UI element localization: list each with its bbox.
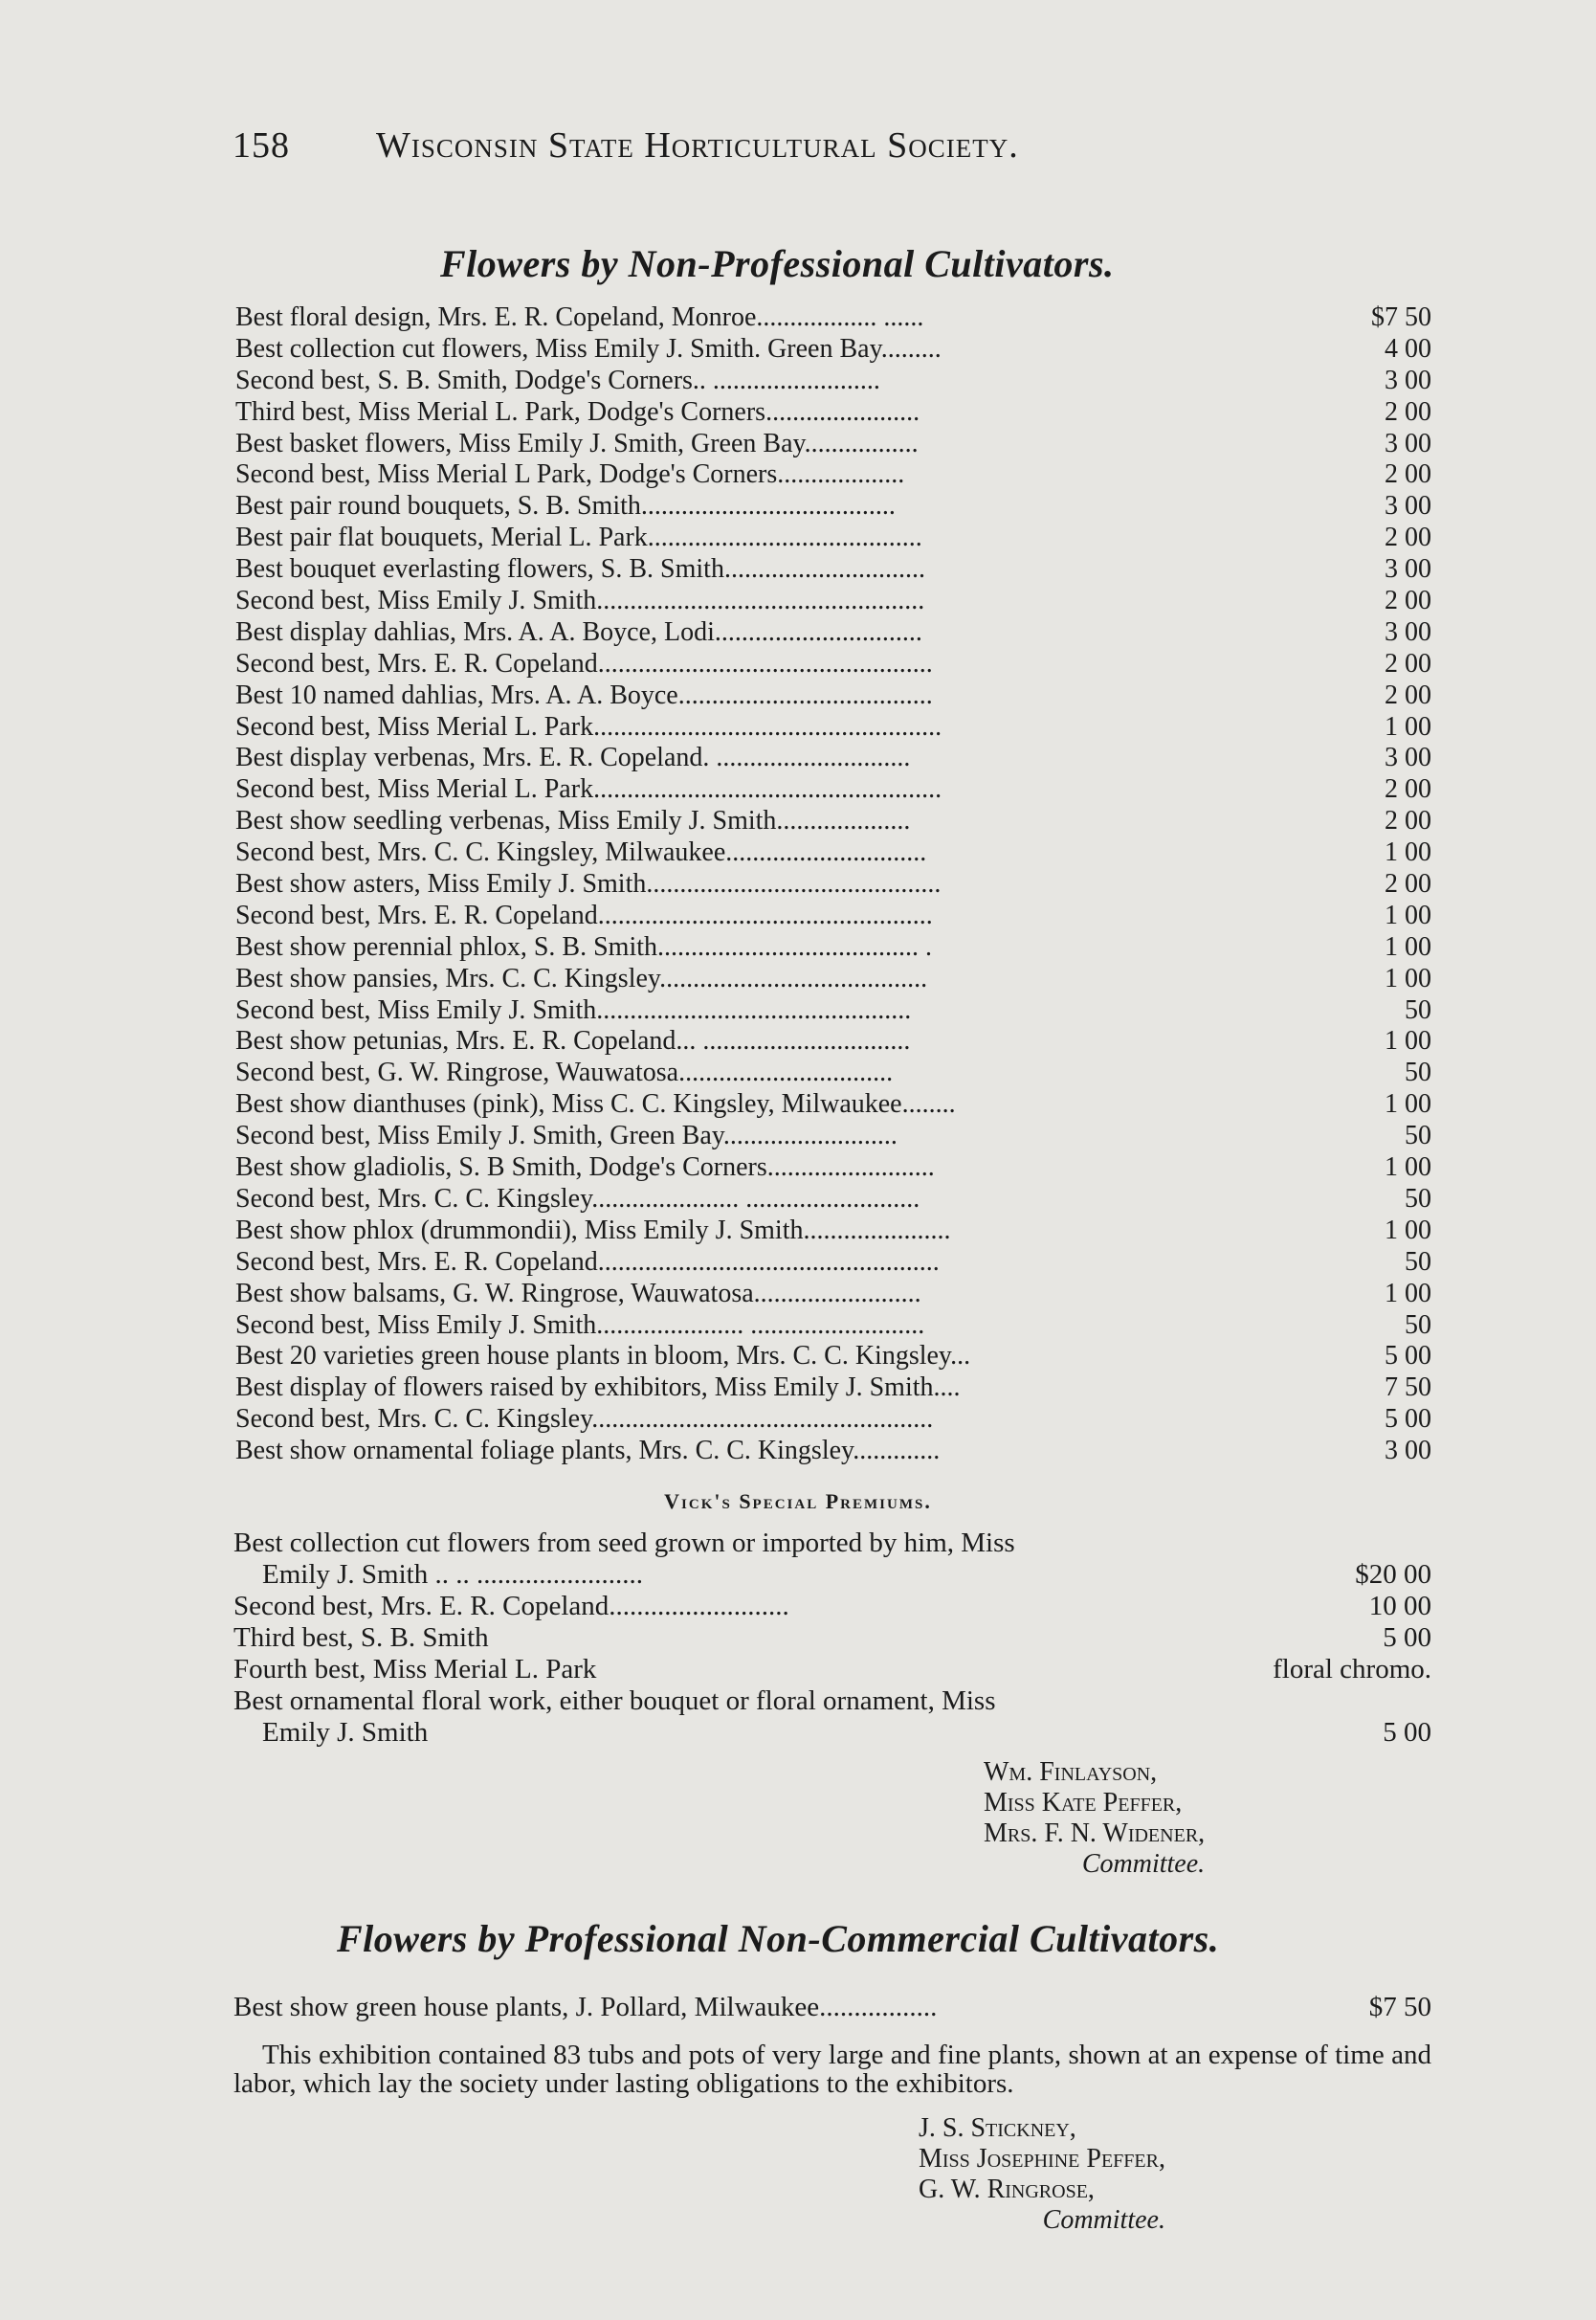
entry-amount: 4 00 bbox=[1385, 333, 1431, 364]
premium-entry bbox=[235, 1404, 1431, 1436]
entry-text: Best pair flat bouquets, Merial L. Park......................................... bbox=[235, 523, 922, 553]
vick-entry bbox=[233, 1654, 1431, 1685]
premium-entry bbox=[235, 680, 1431, 712]
entry-amount: $20 00 bbox=[1355, 1559, 1431, 1590]
section-title-non-professional: Flowers by Non-Professional Cultivators. bbox=[440, 242, 1115, 285]
premium-entry bbox=[235, 459, 1431, 491]
entry-text: Best show petunias, Mrs. E. R. Copeland... ............................... bbox=[235, 1026, 911, 1057]
entry-amount: 1 00 bbox=[1385, 1089, 1431, 1120]
vick-premium-list bbox=[233, 1528, 1431, 1749]
premium-entry bbox=[235, 1089, 1431, 1121]
note-paragraph: This exhibition contained 83 tubs and pots of very large and fine plants, shown at an expense of time and labor, which lay the society under lasting obligations to the exhibitors. bbox=[233, 2040, 1431, 2099]
committee-signature bbox=[919, 2113, 1165, 2236]
vick-entry bbox=[233, 1528, 1431, 1591]
committee-label: Committee. bbox=[1042, 2205, 1165, 2235]
entry-text-continued: Emily J. Smith bbox=[262, 1717, 429, 1748]
entry-amount: 3 00 bbox=[1385, 743, 1431, 773]
premium-entry bbox=[235, 1341, 1431, 1372]
entry-text: Second best, Miss Emily J. Smith...................... .......................... bbox=[235, 1309, 925, 1340]
premium-entry bbox=[235, 806, 1431, 837]
entry-amount: 1 00 bbox=[1385, 931, 1431, 962]
entry-text: Best display verbenas, Mrs. E. R. Copeland. ............................. bbox=[235, 743, 911, 773]
entry-amount: 3 00 bbox=[1385, 428, 1431, 458]
premium-entry bbox=[235, 1279, 1431, 1310]
entry-text: Best show balsams, G. W. Ringrose, Wauwatosa......................... bbox=[235, 1278, 921, 1308]
entry-text: Third best, Miss Merial L. Park, Dodge's Corners....................... bbox=[235, 396, 920, 427]
entry-amount: 2 00 bbox=[1385, 774, 1431, 805]
entry-text: Best bouquet everlasting flowers, S. B. Smith.............................. bbox=[235, 554, 925, 585]
premium-list bbox=[235, 302, 1431, 1467]
entry-amount: 10 00 bbox=[1368, 1591, 1431, 1621]
committee-member: J. S. Stickney, bbox=[919, 2113, 1076, 2143]
entry-text: Second best, S. B. Smith, Dodge's Corners.. ......................... bbox=[235, 365, 880, 395]
premium-entry bbox=[235, 995, 1431, 1027]
entry-amount: 3 00 bbox=[1385, 554, 1431, 585]
premium-entry bbox=[235, 397, 1431, 429]
entry-amount: 7 50 bbox=[1385, 1372, 1431, 1403]
entry-text: Best 10 named dahlias, Mrs. A. A. Boyce...................................... bbox=[235, 680, 933, 710]
entry-text: Best show ornamental foliage plants, Mrs. C. C. Kingsley............. bbox=[235, 1436, 941, 1466]
entry-text: Second best, G. W. Ringrose, Wauwatosa................................ bbox=[235, 1058, 894, 1088]
entry-text: Best show seedling verbenas, Miss Emily J. Smith.................... bbox=[235, 806, 911, 837]
committee-member: Wm. Finlayson, bbox=[984, 1757, 1158, 1787]
premium-entry bbox=[235, 649, 1431, 680]
entry-amount: 1 00 bbox=[1385, 1026, 1431, 1057]
entry-amount: 3 00 bbox=[1385, 616, 1431, 647]
entry-text: Best display dahlias, Mrs. A. A. Boyce, Lodi............................... bbox=[235, 616, 922, 647]
premium-entry bbox=[233, 1991, 1431, 2023]
entry-text: Best basket flowers, Miss Emily J. Smith, Green Bay................. bbox=[235, 428, 919, 458]
premium-entry bbox=[235, 1216, 1431, 1247]
entry-text-continued: Emily J. Smith .. .. ........................ bbox=[262, 1559, 643, 1590]
entry-amount: 1 00 bbox=[1385, 1215, 1431, 1245]
premium-entry bbox=[235, 837, 1431, 869]
entry-text: Best floral design, Mrs. E. R. Copeland, Monroe.................. ...... bbox=[235, 302, 924, 332]
entry-amount: $7 50 bbox=[1371, 302, 1431, 332]
premium-entry bbox=[235, 617, 1431, 649]
premium-entry bbox=[235, 1310, 1431, 1342]
premium-entry bbox=[235, 869, 1431, 901]
entry-amount: 3 00 bbox=[1385, 1436, 1431, 1466]
entry-text: Second best, Mrs. C. C. Kingsley................................................... bbox=[235, 1404, 934, 1435]
entry-text: Best show phlox (drummondii), Miss Emily J. Smith...................... bbox=[235, 1215, 951, 1245]
entry-amount: 5 00 bbox=[1383, 1622, 1431, 1653]
entry-text: Best ornamental floral work, either bouquet or floral ornament, Miss bbox=[233, 1685, 996, 1716]
entry-amount: 5 00 bbox=[1385, 1341, 1431, 1372]
entry-text: Best show dianthuses (pink), Miss C. C. Kingsley, Milwaukee........ bbox=[235, 1089, 956, 1120]
entry-text: Second best, Miss Merial L. Park.................................................... bbox=[235, 711, 942, 742]
entry-amount: 2 00 bbox=[1385, 680, 1431, 710]
entry-amount: 1 00 bbox=[1385, 1278, 1431, 1308]
exhibition-note bbox=[233, 2041, 1431, 2098]
entry-text: Second best, Mrs. E. R. Copeland.................................................. bbox=[235, 648, 933, 679]
entry-text: Best show perennial phlox, S. B. Smith....................................... . bbox=[235, 931, 932, 962]
entry-text: Third best, S. B. Smith bbox=[233, 1622, 489, 1653]
premium-entry bbox=[235, 1372, 1431, 1404]
entry-text: Best collection cut flowers, Miss Emily J. Smith. Green Bay......... bbox=[235, 333, 942, 364]
running-title: Wisconsin State Horticultural Society. bbox=[376, 125, 1019, 166]
entry-amount: 1 00 bbox=[1385, 963, 1431, 993]
entry-amount: 2 00 bbox=[1385, 586, 1431, 616]
premium-entry bbox=[235, 523, 1431, 554]
entry-text: Second best, Mrs. C. C. Kingsley, Milwaukee.............................. bbox=[235, 837, 927, 868]
entry-text: Second best, Miss Merial L. Park.................................................... bbox=[235, 774, 942, 805]
premium-entry bbox=[235, 1184, 1431, 1216]
premium-entry bbox=[235, 743, 1431, 774]
entry-text: Best display of flowers raised by exhibitors, Miss Emily J. Smith.... bbox=[235, 1372, 961, 1403]
committee-signature bbox=[984, 1757, 1205, 1880]
entry-amount: 50 bbox=[1405, 1058, 1431, 1088]
committee-member: Mrs. F. N. Widener, bbox=[984, 1818, 1206, 1848]
committee-member: Miss Kate Peffer, bbox=[984, 1788, 1183, 1818]
entry-amount: 2 00 bbox=[1385, 648, 1431, 679]
premium-entry bbox=[235, 429, 1431, 460]
entry-amount: 1 00 bbox=[1385, 837, 1431, 868]
entry-text: Best 20 varieties green house plants in bloom, Mrs. C. C. Kingsley... bbox=[235, 1341, 971, 1372]
page-header bbox=[233, 124, 1285, 167]
premium-entry bbox=[235, 586, 1431, 617]
page-number: 158 bbox=[233, 125, 290, 166]
premium-entry bbox=[235, 491, 1431, 523]
entry-text: Second best, Mrs. E. R. Copeland.......................... bbox=[233, 1591, 789, 1621]
premium-entry bbox=[235, 366, 1431, 397]
premium-entry bbox=[235, 1058, 1431, 1089]
premium-entry bbox=[235, 1436, 1431, 1467]
premium-entry bbox=[235, 554, 1431, 586]
premium-entry bbox=[235, 964, 1431, 995]
entry-amount: 3 00 bbox=[1385, 491, 1431, 522]
entry-text: Second best, Mrs. E. R. Copeland.................................................. bbox=[235, 900, 933, 930]
premium-entry bbox=[235, 774, 1431, 806]
entry-amount: 50 bbox=[1405, 994, 1431, 1025]
premium-entry bbox=[235, 302, 1431, 334]
entry-amount: 50 bbox=[1405, 1246, 1431, 1277]
committee-label: Committee. bbox=[1081, 1849, 1206, 1879]
entry-text: Second best, Miss Emily J. Smith, Green Bay.......................... bbox=[235, 1121, 898, 1151]
entry-text: Second best, Miss Emily J. Smith................................................. bbox=[235, 586, 925, 616]
entry-amount: 2 00 bbox=[1385, 523, 1431, 553]
entry-text: Best show green house plants, J. Pollard, Milwaukee................. bbox=[233, 1992, 938, 2022]
entry-amount: 1 00 bbox=[1385, 1152, 1431, 1183]
entry-text: Best show asters, Miss Emily J. Smith............................................ bbox=[235, 869, 942, 900]
vick-special-title: Vick's Special Premiums. bbox=[664, 1489, 932, 1513]
entry-amount: 2 00 bbox=[1385, 396, 1431, 427]
premium-entry bbox=[235, 334, 1431, 366]
entry-amount: 50 bbox=[1405, 1309, 1431, 1340]
entry-amount: floral chromo. bbox=[1273, 1654, 1431, 1684]
entry-amount: 2 00 bbox=[1385, 459, 1431, 490]
entry-amount: $7 50 bbox=[1368, 1992, 1431, 2022]
committee-member: Miss Josephine Peffer, bbox=[919, 2144, 1165, 2174]
vick-entry bbox=[233, 1622, 1431, 1654]
entry-text: Best show pansies, Mrs. C. C. Kingsley........................................ bbox=[235, 963, 928, 993]
premium-entry bbox=[235, 1121, 1431, 1152]
entry-amount: 2 00 bbox=[1385, 806, 1431, 837]
entry-text: Second best, Miss Emily J. Smith............................................... bbox=[235, 994, 912, 1025]
vick-entry bbox=[233, 1591, 1431, 1622]
entry-text: Best pair round bouquets, S. B. Smith...................................... bbox=[235, 491, 896, 522]
entry-amount: 50 bbox=[1405, 1183, 1431, 1214]
entry-text: Fourth best, Miss Merial L. Park bbox=[233, 1654, 597, 1684]
premium-entry bbox=[235, 712, 1431, 744]
entry-amount: 5 00 bbox=[1385, 1404, 1431, 1435]
premium-entry bbox=[235, 1247, 1431, 1279]
premium-entry bbox=[235, 932, 1431, 964]
premium-entry bbox=[235, 1026, 1431, 1058]
entry-amount: 1 00 bbox=[1385, 711, 1431, 742]
entry-amount: 3 00 bbox=[1385, 365, 1431, 395]
section-title-professional: Flowers by Professional Non-Commercial Cultivators. bbox=[337, 1917, 1220, 1960]
vick-entry bbox=[233, 1685, 1431, 1749]
entry-text: Second best, Miss Merial L Park, Dodge's Corners................... bbox=[235, 459, 905, 490]
entry-text: Second best, Mrs. C. C. Kingsley...................... .......................... bbox=[235, 1183, 920, 1214]
committee-member: G. W. Ringrose, bbox=[919, 2175, 1095, 2204]
premium-entry bbox=[235, 1152, 1431, 1184]
entry-text: Best collection cut flowers from seed grown or imported by him, Miss bbox=[233, 1528, 1015, 1558]
entry-amount: 2 00 bbox=[1385, 869, 1431, 900]
entry-amount: 1 00 bbox=[1385, 900, 1431, 930]
entry-amount: 5 00 bbox=[1383, 1717, 1431, 1748]
premium-entry bbox=[235, 901, 1431, 932]
entry-amount: 50 bbox=[1405, 1121, 1431, 1151]
entry-text: Second best, Mrs. E. R. Copeland................................................... bbox=[235, 1246, 940, 1277]
entry-text: Best show gladiolis, S. B Smith, Dodge's Corners......................... bbox=[235, 1152, 935, 1183]
